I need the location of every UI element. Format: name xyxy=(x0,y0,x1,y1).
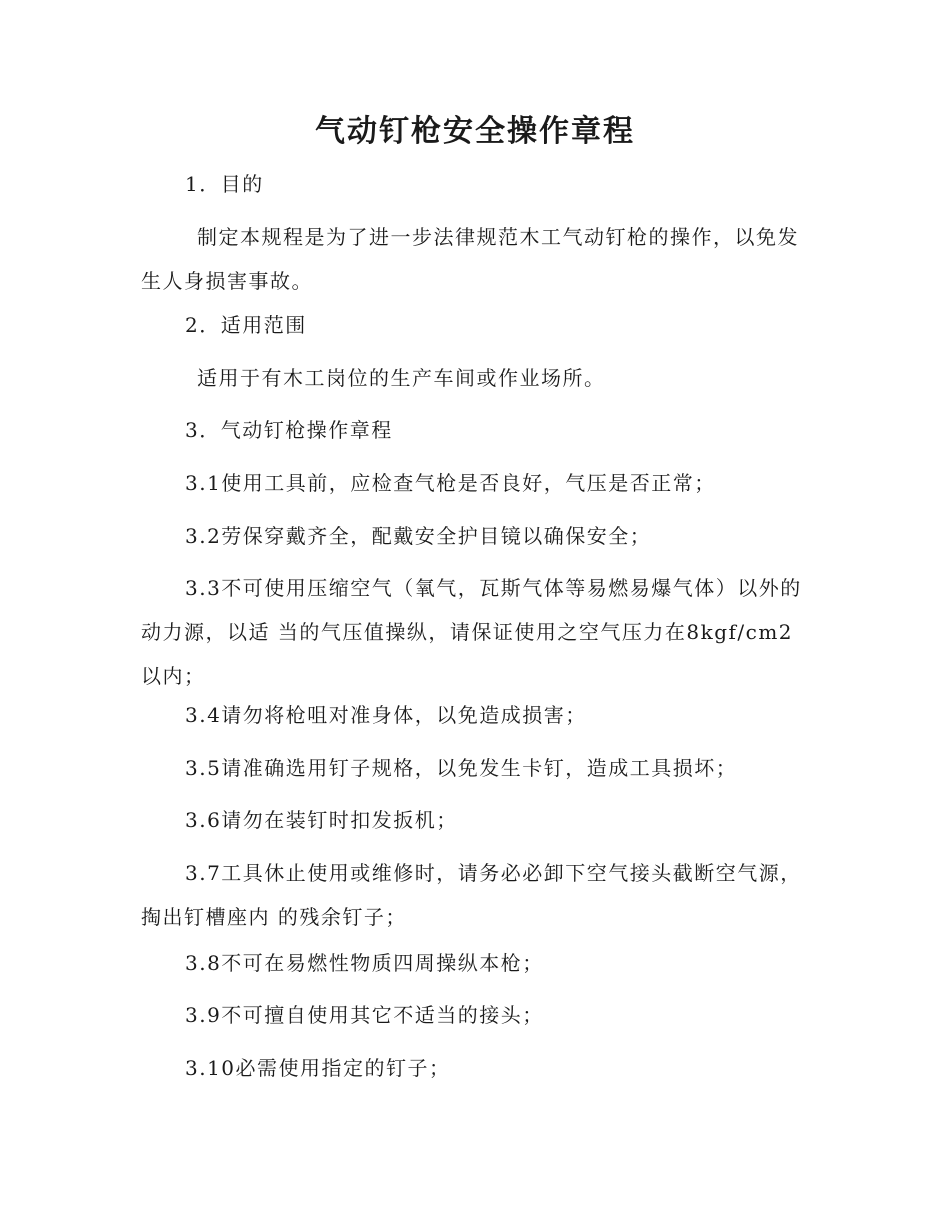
rule-item: 3.10必需使用指定的钉子； xyxy=(185,1056,451,1080)
section-heading-purpose: 1．目的 xyxy=(185,172,264,196)
rule-item: 3.5请准确选用钉子规格，以免发生卡钉，造成工具损坏； xyxy=(185,756,738,780)
document-title: 气动钉枪安全操作章程 xyxy=(315,114,635,149)
section-heading-rules: 3．气动钉枪操作章程 xyxy=(185,418,393,442)
section-heading-scope: 2．适用范围 xyxy=(185,313,307,337)
rule-item: 3.4请勿将枪咀对准身体，以免造成损害； xyxy=(185,703,587,727)
paragraph-purpose: 制定本规程是为了进一步法律规范木工气动钉枪的操作，以免发 生人身损害事故。 xyxy=(141,225,799,293)
rule-item: 3.8不可在易燃性物质四周操纵本枪； xyxy=(185,951,544,975)
rule-item: 3.3不可使用压缩空气（氧气，瓦斯气体等易燃易爆气体）以外的 动力源，以适 当的气压值操纵，请保证使用之空气压力在8kgf/cm2 以内； xyxy=(141,576,802,688)
rule-item: 3.7工具休止使用或维修时，请务必必卸下空气接头截断空气源， 掏出钉槽座内 的残余钉子； xyxy=(141,861,802,929)
rule-item: 3.2劳保穿戴齐全，配戴安全护目镜以确保安全； xyxy=(185,524,652,548)
rule-item: 3.6请勿在装钉时扣发扳机； xyxy=(185,808,458,832)
rule-item: 3.9不可擅自使用其它不适当的接头； xyxy=(185,1003,544,1027)
paragraph-scope: 适用于有木工岗位的生产车间或作业场所。 xyxy=(197,366,606,390)
rule-item: 3.1使用工具前，应检查气枪是否良好，气压是否正常； xyxy=(185,471,716,495)
